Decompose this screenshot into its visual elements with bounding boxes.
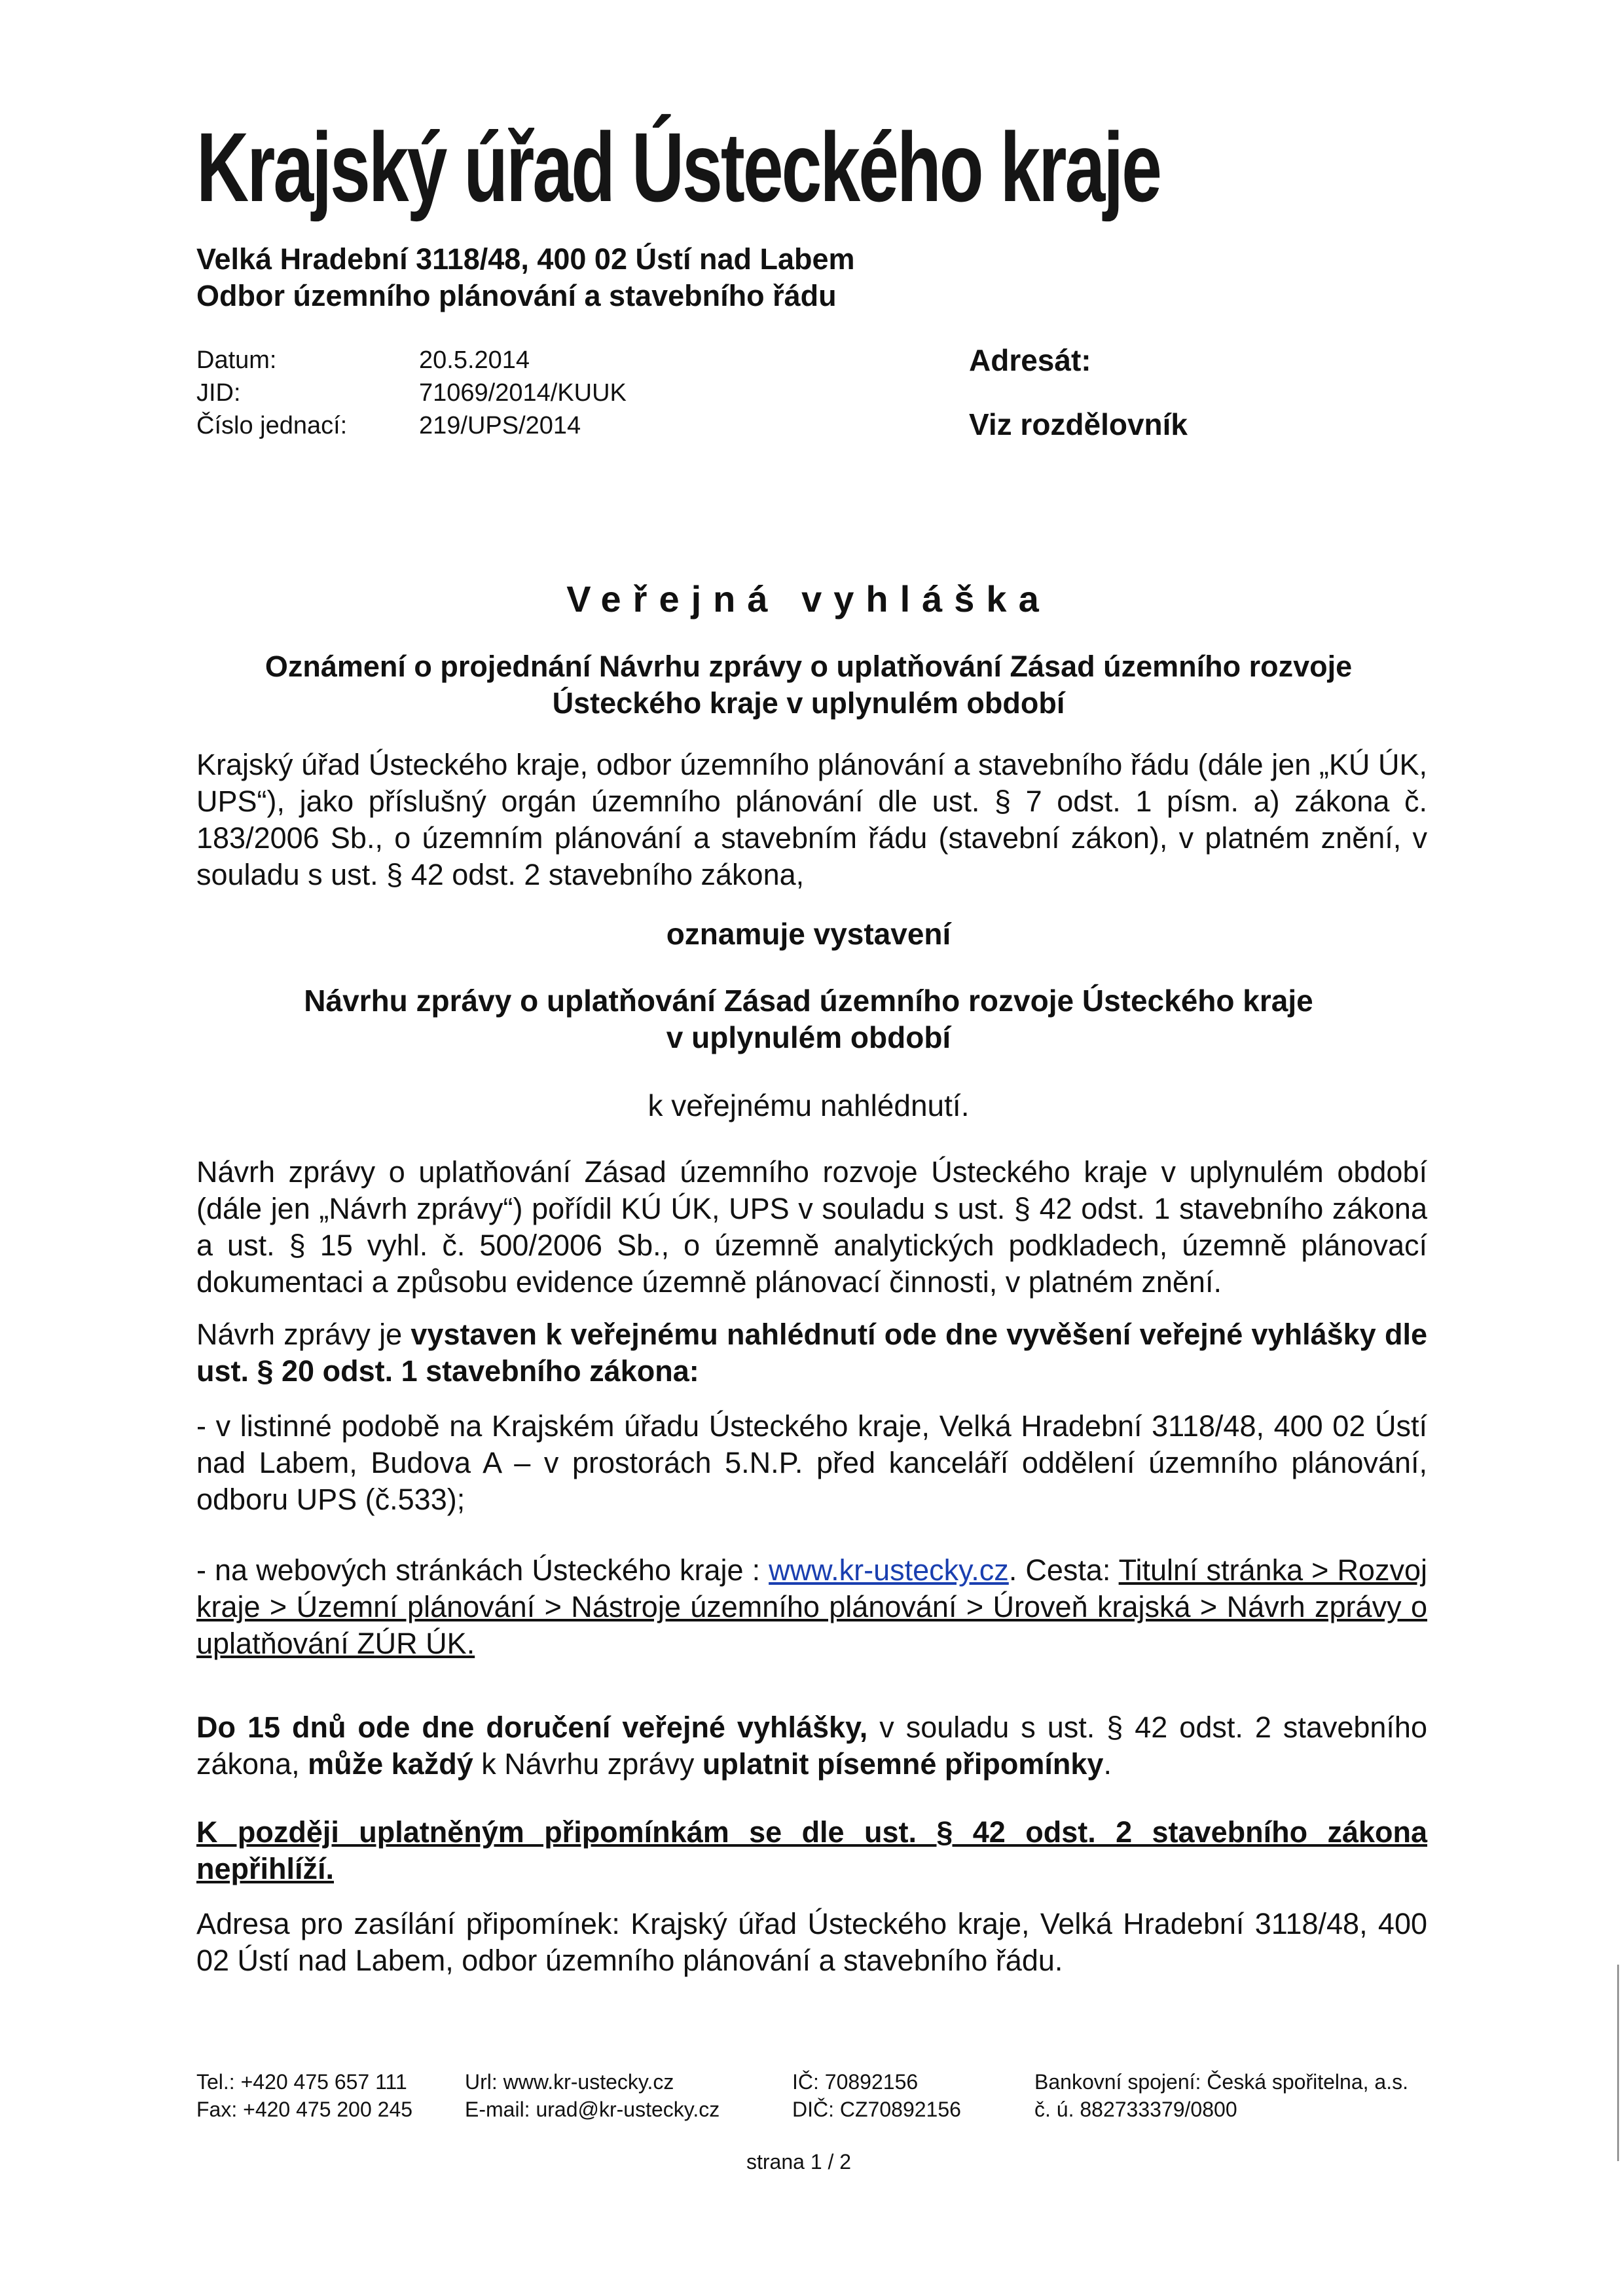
jid-label: JID: [196,379,241,407]
notice-subtitle-line2: Ústeckého kraje v uplynulém období [552,686,1065,720]
paragraph-comments [196,1709,1427,1783]
paragraph-late-comments: K později uplatněným připomínkám se dle ust. § 42 odst. 2 stavebního zákona nepřihlíží. [196,1815,1427,1885]
reference-label: Číslo jednací: [196,412,348,439]
footer-account: č. ú. 882733379/0800 [1034,2098,1237,2121]
comments-anyone: může každý [308,1747,473,1781]
notice-title: Veřejná vyhláška [566,578,1051,620]
notice-subtitle-line1: Oznámení o projednání Návrhu zprávy o uplatňování Zásad územního rozvoje [264,650,1353,683]
announce-doc-line2: v uplynulém období [666,1020,951,1054]
page-number: strana 1 / 2 [746,2150,852,2174]
footer-ic: IČ: 70892156 [792,2070,919,2094]
recipient-label: Adresát: [969,343,1091,377]
comments-to-draft: k Návrhu zprávy [473,1747,702,1781]
footer-tel: Tel.: +420 475 657 111 [196,2070,407,2094]
jid-value: 71069/2014/KUUK [419,379,627,407]
scan-edge-mark [1617,1965,1619,2161]
footer-dic: DIČ: CZ70892156 [792,2098,961,2121]
footer-email: E-mail: urad@kr-ustecky.cz [465,2098,720,2121]
paragraph-paper-form: - v listinné podobě na Krajském úřadu Ústeckého kraje, Velká Hradební 3118/48, 400 02 Ústí nad Labem, Budova A – v prostorách 5.N.P. před kanceláří oddělení územního plánování, odboru UPS (č.533); [196,1409,1427,1516]
org-department: Odbor územního plánování a stavebního řádu [196,279,837,312]
paragraph-preparation: Návrh zprávy o uplatňování Zásad územního rozvoje Ústeckého kraje v uplynulém období (dále jen „Návrh zprávy“) pořídil KÚ ÚK, UPS v souladu s ust. § 42 odst. 1 stavebního zákona a ust. § 15 vyhl. č. 500/2006 Sb., o územně analytických podkladech, územně plánovací dokumentaci a způsobu evidence územně plánovací činnosti, v platném znění. [196,1155,1427,1299]
web-prefix: - na webových stránkách Ústeckého kraje : [196,1553,769,1587]
web-path-label: . Cesta: [1008,1553,1119,1587]
comments-legal-basis: v souladu s ust. § 42 odst. 2 stavebního zákona, [196,1711,1427,1781]
paragraph-exhibition [196,1316,1427,1390]
date-value: 20.5.2014 [419,346,530,374]
exhibition-intro: Návrh zprávy je [196,1318,411,1351]
footer-url: Url: www.kr-ustecky.cz [465,2070,674,2094]
org-title: Krajský úřad Ústeckého kraje [196,112,1160,222]
paragraph-web [196,1552,1427,1662]
reference-value: 219/UPS/2014 [419,412,581,439]
announce-purpose: k veřejnému nahlédnutí. [647,1088,970,1122]
website-link[interactable]: www.kr-ustecky.cz [769,1553,1009,1587]
date-label: Datum: [196,346,277,374]
recipient-value: Viz rozdělovník [969,407,1188,441]
web-navigation-path: Titulní stránka > Rozvoj kraje > Územní plánování > Nástroje územního plánování > Úroveň krajská > Návrh zprávy o uplatňování ZÚR ÚK. [196,1553,1427,1660]
comments-deadline: Do 15 dnů ode dne doručení veřejné vyhlášky, [196,1711,868,1744]
org-address: Velká Hradební 3118/48, 400 02 Ústí nad Labem [196,242,855,276]
footer-bank: Bankovní spojení: Česká spořitelna, a.s. [1034,2070,1408,2094]
paragraph-address: Adresa pro zasílání připomínek: Krajský úřad Ústeckého kraje, Velká Hradební 3118/48, 400 02 Ústí nad Labem, odbor územního plánování a stavebního řádu. [196,1907,1427,1977]
intro-paragraph: Krajský úřad Ústeckého kraje, odbor územního plánování a stavebního řádu (dále jen „KÚ ÚK, UPS“), jako příslušný orgán územního plánování dle ust. § 7 odst. 1 písm. a) zákona č. 183/2006 Sb., o územním plánování a stavebním řádu (stavební zákon), v platném znění, v souladu s ust. § 42 odst. 2 stavebního zákona, [196,748,1427,891]
announce-doc-line1: Návrhu zprávy o uplatňování Zásad územního rozvoje Ústeckého kraje [304,984,1313,1018]
exhibition-terms: vystaven k veřejnému nahlédnutí ode dne vyvěšení veřejné vyhlášky dle ust. § 20 odst. 1 stavebního zákona: [196,1318,1427,1388]
footer-fax: Fax: +420 475 200 245 [196,2098,413,2121]
comments-end: . [1103,1747,1112,1781]
comments-right: uplatnit písemné připomínky [702,1747,1104,1781]
announce-verb: oznamuje vystavení [666,917,951,951]
